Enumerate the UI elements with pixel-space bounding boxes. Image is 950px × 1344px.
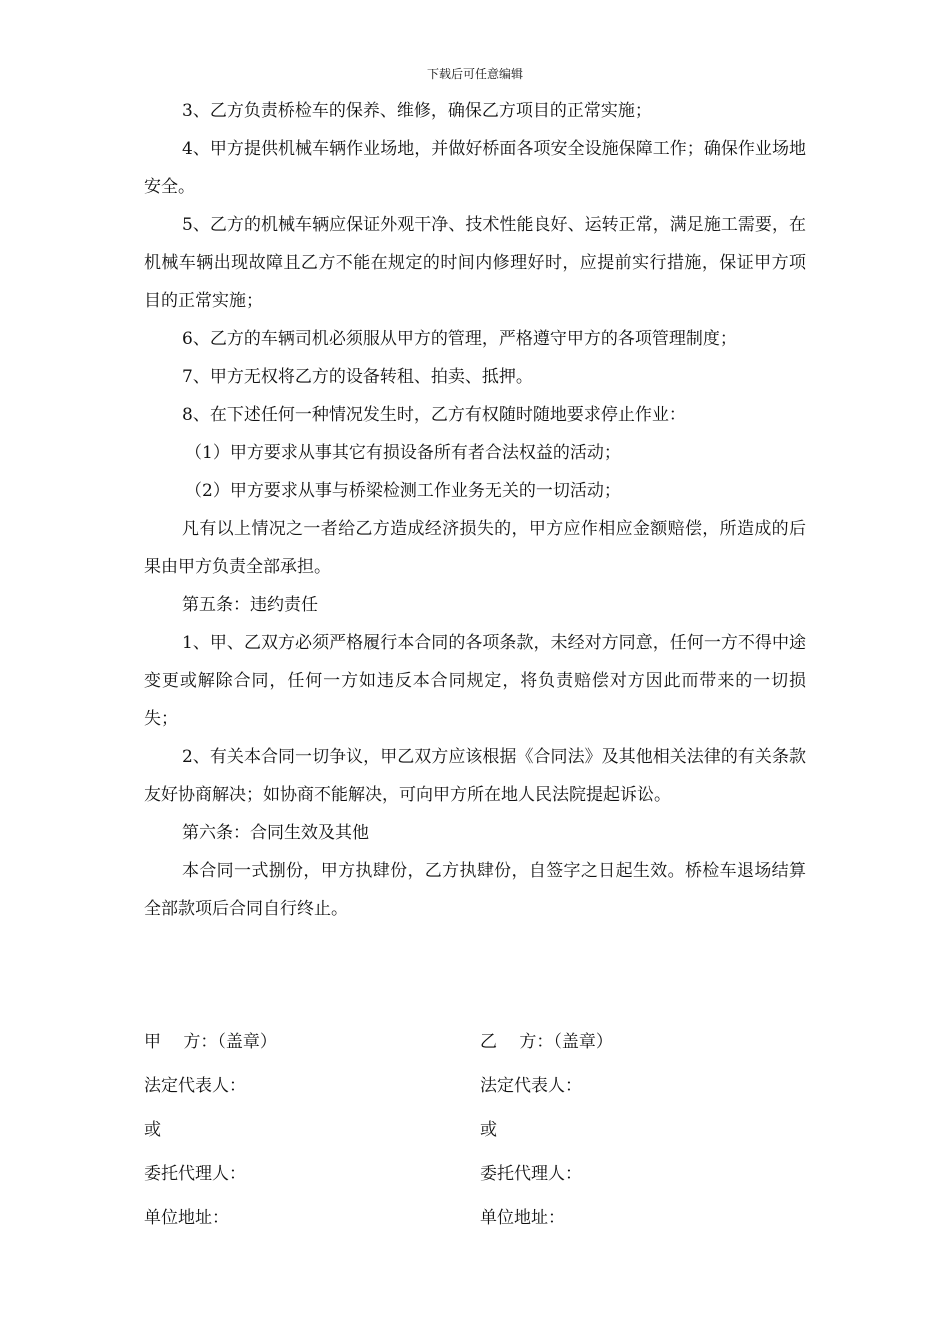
clause-paragraph: 8、在下述任何一种情况发生时，乙方有权随时随地要求停止作业： [182, 405, 686, 425]
party-b-address: 单位地址： [480, 1208, 565, 1228]
page-header-note: 下载后可任意编辑 [426, 67, 523, 81]
clause-paragraph: 4、甲方提供机械车辆作业场地，并做好桥面各项安全设施保障工作；确保作业场地安全。 [144, 139, 806, 197]
party-b-agent: 委托代理人： [480, 1164, 582, 1184]
party-b-representative: 法定代表人： [480, 1076, 582, 1096]
party-a-representative: 法定代表人： [144, 1076, 246, 1096]
clause-paragraph: 3、乙方负责桥检车的保养、维修，确保乙方项目的正常实施； [182, 101, 652, 121]
article-heading: 第五条：违约责任 [182, 595, 318, 615]
party-a-agent: 委托代理人： [144, 1164, 246, 1184]
article-heading: 第六条：合同生效及其他 [182, 823, 369, 843]
clause-paragraph: 凡有以上情况之一者给乙方造成经济损失的，甲方应作相应金额赔偿，所造成的后果由甲方负责全部承担。 [144, 519, 806, 577]
sub-clause: （1）甲方要求从事其它有损设备所有者合法权益的活动； [185, 443, 621, 463]
clause-paragraph: 2、有关本合同一切争议，甲乙双方应该根据《合同法》及其他相关法律的有关条款友好协商解决；如协商不能解决，可向甲方所在地人民法院提起诉讼。 [144, 747, 806, 805]
clause-paragraph: 7、甲方无权将乙方的设备转租、拍卖、抵押。 [182, 367, 533, 387]
signature-row-representative [144, 1068, 806, 1112]
clause-paragraph: 6、乙方的车辆司机必须服从甲方的管理，严格遵守甲方的各项管理制度； [182, 329, 737, 349]
party-a-or: 或 [144, 1120, 161, 1140]
signature-row-party [144, 1024, 806, 1068]
party-b-or: 或 [480, 1120, 497, 1140]
signature-row-address [144, 1200, 806, 1244]
signature-block [144, 1024, 806, 1244]
contract-body [144, 92, 806, 928]
party-b-label: 乙 方：（盖章） [480, 1032, 613, 1052]
party-a-label: 甲 方：（盖章） [144, 1032, 277, 1052]
signature-row-agent [144, 1156, 806, 1200]
party-a-address: 单位地址： [144, 1208, 229, 1228]
clause-paragraph: 1、甲、乙双方必须严格履行本合同的各项条款，未经对方同意，任何一方不得中途变更或解除合同，任何一方如违反本合同规定，将负责赔偿对方因此而带来的一切损失； [144, 633, 806, 729]
sub-clause: （2）甲方要求从事与桥梁检测工作业务无关的一切活动； [185, 481, 621, 501]
signature-row-or [144, 1112, 806, 1156]
clause-paragraph: 本合同一式捌份，甲方执肆份，乙方执肆份，自签字之日起生效。桥检车退场结算全部款项后合同自行终止。 [144, 861, 806, 919]
clause-paragraph: 5、乙方的机械车辆应保证外观干净、技术性能良好、运转正常，满足施工需要，在机械车辆出现故障且乙方不能在规定的时间内修理好时，应提前实行措施，保证甲方项目的正常实施； [144, 215, 806, 311]
